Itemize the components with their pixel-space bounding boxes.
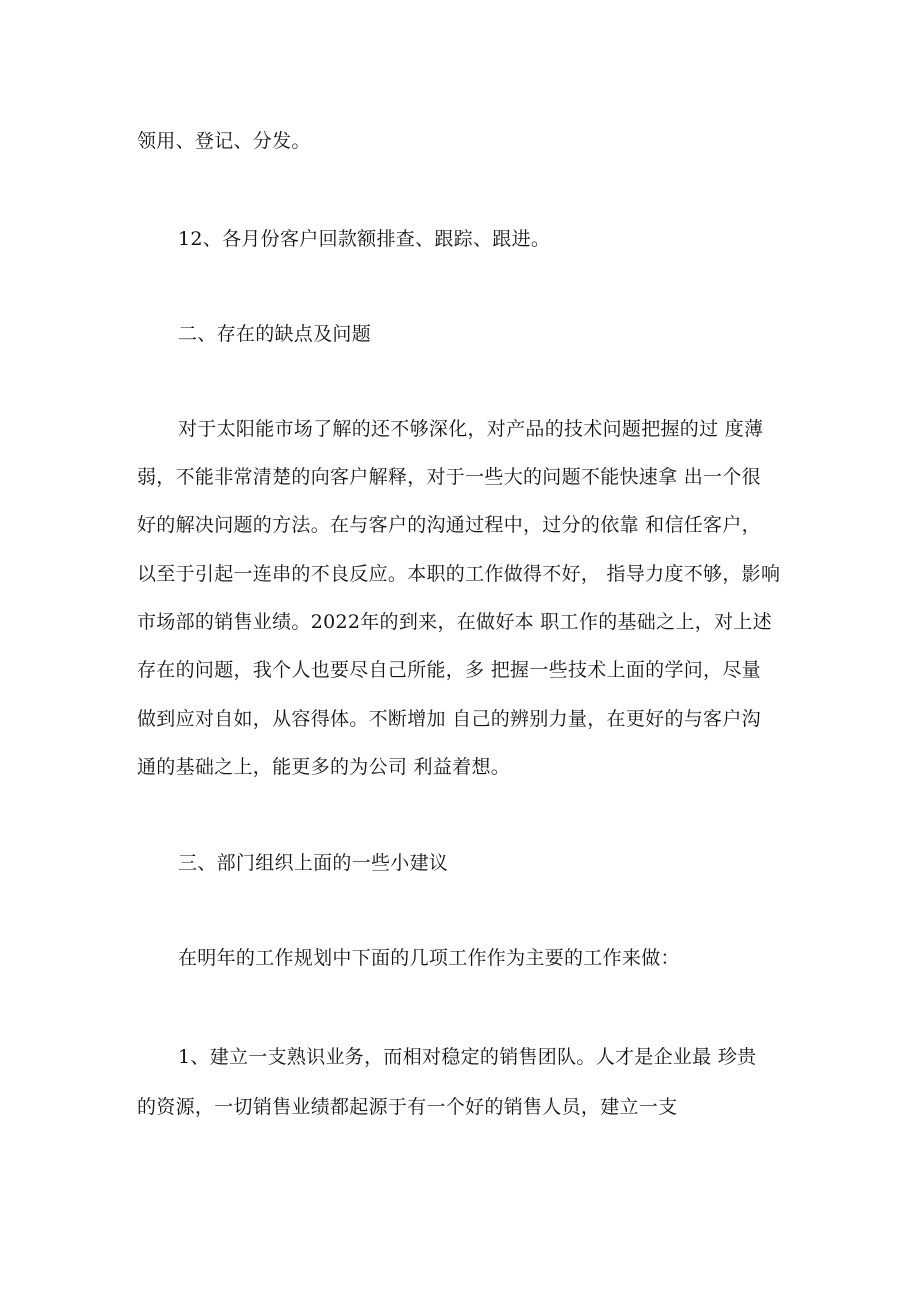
section-two-line-3: 好的解决问题的方法。在与客户的沟通过程中，过分的依靠 和信任客户， [137,514,761,536]
section-two-heading: 二、存在的缺点及问题 [178,323,372,345]
item-1-line-1: 1、建立一支熟识业务，而相对稳定的销售团队。人才是企业最 珍贵 [178,1046,757,1068]
top-fragment-line: 领用、登记、分发。 [137,130,311,152]
section-two-line-6: 存在的问题，我个人也要尽自己所能，多 把握一些技术上面的学问，尽量 [137,659,761,681]
section-two-line-1: 对于太阳能市场了解的还不够深化，对产品的技术问题把握的过 度薄 [178,418,764,440]
section-three-heading: 三、部门组织上面的一些小建议 [178,852,449,874]
item-1-line-2: 的资源，一切销售业绩都起源于有一个好的销售人员，建立一支 [137,1096,678,1118]
section-three-intro: 在明年的工作规划中下面的几项工作作为主要的工作来做： [178,947,680,969]
section-two-line-2: 弱，不能非常清楚的向客户解释，对于一些大的问题不能快速拿 出一个很 [137,466,761,488]
section-two-line-7: 做到应对自如，从容得体。不断增加 自己的辨别力量，在更好的与客户沟 [137,708,761,730]
section-two-line-5: 市场部的销售业绩。2022年的到来，在做好本 职工作的基础之上，对上述 [137,611,772,633]
section-two-line-4: 以至于引起一连串的不良反应。本职的工作做得不好， 指导力度不够，影响 [137,563,781,585]
item-12-line: 12、各月份客户回款额排查、跟踪、跟进。 [178,228,551,250]
section-two-line-8: 通的基础之上，能更多的为公司 利益着想。 [137,756,511,778]
